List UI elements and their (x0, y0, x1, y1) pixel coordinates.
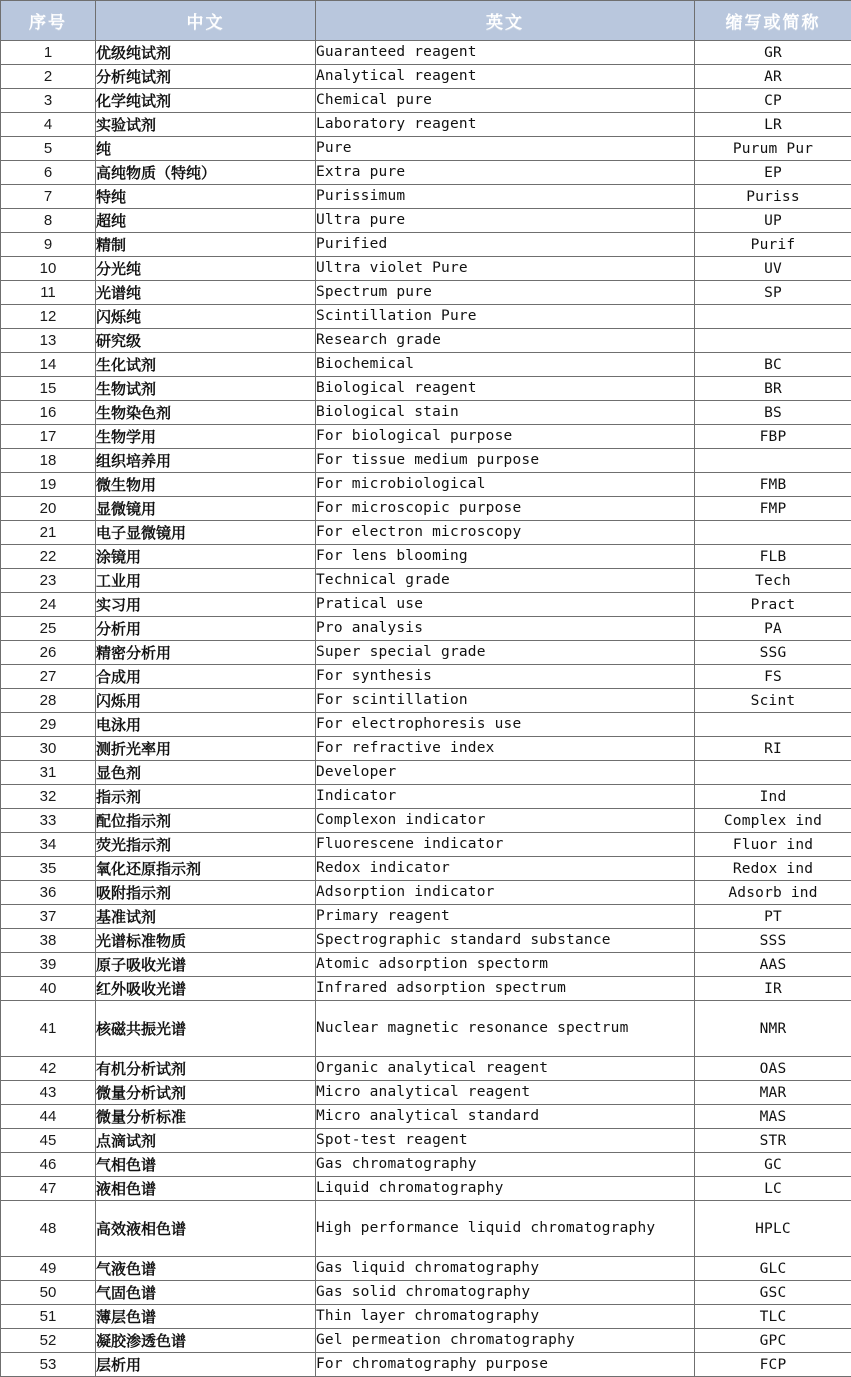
row-index-cell: 31 (1, 761, 96, 785)
row-index-cell: 38 (1, 929, 96, 953)
row-chinese-cell: 工业用 (96, 569, 316, 593)
table-row (1, 1129, 851, 1153)
row-english-cell: Technical grade (316, 569, 695, 593)
row-english-cell: Pro analysis (316, 617, 695, 641)
row-english-cell: Analytical reagent (316, 65, 695, 89)
row-abbreviation-cell: GR (695, 41, 851, 65)
table-row (1, 521, 851, 545)
table-row (1, 1257, 851, 1281)
row-abbreviation-cell: SP (695, 281, 851, 305)
row-english-cell: Spot-test reagent (316, 1129, 695, 1153)
row-chinese-cell: 有机分析试剂 (96, 1057, 316, 1081)
row-chinese-cell: 吸附指示剂 (96, 881, 316, 905)
row-english-cell: Primary reagent (316, 905, 695, 929)
row-english-cell: Research grade (316, 329, 695, 353)
row-index-cell: 10 (1, 257, 96, 281)
row-english-cell: Gel permeation chromatography (316, 1329, 695, 1353)
row-index-cell: 46 (1, 1153, 96, 1177)
row-index-cell: 32 (1, 785, 96, 809)
table-row (1, 161, 851, 185)
table-row (1, 305, 851, 329)
table-row (1, 665, 851, 689)
row-english-cell: For scintillation (316, 689, 695, 713)
row-abbreviation-cell: SSS (695, 929, 851, 953)
row-index-cell: 18 (1, 449, 96, 473)
row-abbreviation-cell: NMR (695, 1001, 851, 1057)
row-index-cell: 13 (1, 329, 96, 353)
table-row (1, 137, 851, 161)
row-index-cell: 51 (1, 1305, 96, 1329)
row-abbreviation-cell: Fluor ind (695, 833, 851, 857)
row-english-cell: Infrared adsorption spectrum (316, 977, 695, 1001)
table-row (1, 689, 851, 713)
table-row (1, 953, 851, 977)
row-chinese-cell: 研究级 (96, 329, 316, 353)
row-index-cell: 33 (1, 809, 96, 833)
row-chinese-cell: 分析用 (96, 617, 316, 641)
table-row (1, 89, 851, 113)
row-chinese-cell: 闪烁纯 (96, 305, 316, 329)
row-abbreviation-cell: Purum Pur (695, 137, 851, 161)
table-row (1, 473, 851, 497)
row-chinese-cell: 实验试剂 (96, 113, 316, 137)
row-chinese-cell: 纯 (96, 137, 316, 161)
row-index-cell: 6 (1, 161, 96, 185)
row-index-cell: 3 (1, 89, 96, 113)
table-row (1, 1057, 851, 1081)
row-index-cell: 28 (1, 689, 96, 713)
row-chinese-cell: 精制 (96, 233, 316, 257)
table-row (1, 545, 851, 569)
table-row (1, 449, 851, 473)
row-abbreviation-cell: FCP (695, 1353, 851, 1377)
row-abbreviation-cell: BS (695, 401, 851, 425)
row-chinese-cell: 气固色谱 (96, 1281, 316, 1305)
row-index-cell: 5 (1, 137, 96, 161)
table-header (1, 1, 851, 41)
row-index-cell: 1 (1, 41, 96, 65)
table-row (1, 1305, 851, 1329)
table-row (1, 1353, 851, 1377)
row-english-cell: Complexon indicator (316, 809, 695, 833)
row-chinese-cell: 显微镜用 (96, 497, 316, 521)
row-english-cell: Redox indicator (316, 857, 695, 881)
row-abbreviation-cell: AAS (695, 953, 851, 977)
table-row (1, 809, 851, 833)
row-chinese-cell: 精密分析用 (96, 641, 316, 665)
row-chinese-cell: 光谱标准物质 (96, 929, 316, 953)
row-english-cell: Scintillation Pure (316, 305, 695, 329)
row-abbreviation-cell: GLC (695, 1257, 851, 1281)
row-abbreviation-cell: PA (695, 617, 851, 641)
row-abbreviation-cell: Redox ind (695, 857, 851, 881)
column-header-index: 序号 (1, 1, 96, 41)
row-index-cell: 12 (1, 305, 96, 329)
table-row (1, 353, 851, 377)
table-row (1, 1081, 851, 1105)
row-index-cell: 24 (1, 593, 96, 617)
row-abbreviation-cell: FS (695, 665, 851, 689)
row-abbreviation-cell: PT (695, 905, 851, 929)
row-abbreviation-cell (695, 521, 851, 545)
row-abbreviation-cell: MAS (695, 1105, 851, 1129)
row-index-cell: 17 (1, 425, 96, 449)
row-english-cell: Indicator (316, 785, 695, 809)
row-english-cell: Pratical use (316, 593, 695, 617)
row-index-cell: 4 (1, 113, 96, 137)
row-english-cell: High performance liquid chromatography (316, 1201, 695, 1257)
row-abbreviation-cell: RI (695, 737, 851, 761)
row-english-cell: For lens blooming (316, 545, 695, 569)
table-row (1, 569, 851, 593)
row-chinese-cell: 合成用 (96, 665, 316, 689)
row-english-cell: Biological stain (316, 401, 695, 425)
row-index-cell: 19 (1, 473, 96, 497)
row-english-cell: Spectrum pure (316, 281, 695, 305)
row-english-cell: Spectrographic standard substance (316, 929, 695, 953)
row-abbreviation-cell (695, 713, 851, 737)
row-abbreviation-cell (695, 329, 851, 353)
row-chinese-cell: 生物染色剂 (96, 401, 316, 425)
row-english-cell: Thin layer chromatography (316, 1305, 695, 1329)
row-index-cell: 16 (1, 401, 96, 425)
table-row (1, 1177, 851, 1201)
table-row (1, 1153, 851, 1177)
row-abbreviation-cell: OAS (695, 1057, 851, 1081)
row-index-cell: 35 (1, 857, 96, 881)
row-english-cell: For refractive index (316, 737, 695, 761)
row-index-cell: 22 (1, 545, 96, 569)
row-english-cell: For electrophoresis use (316, 713, 695, 737)
row-chinese-cell: 涂镜用 (96, 545, 316, 569)
row-english-cell: Micro analytical reagent (316, 1081, 695, 1105)
row-chinese-cell: 微生物用 (96, 473, 316, 497)
header-row (1, 1, 851, 41)
row-chinese-cell: 红外吸收光谱 (96, 977, 316, 1001)
row-english-cell: Chemical pure (316, 89, 695, 113)
row-chinese-cell: 液相色谱 (96, 1177, 316, 1201)
table-row (1, 185, 851, 209)
row-index-cell: 53 (1, 1353, 96, 1377)
table-row (1, 41, 851, 65)
row-abbreviation-cell: MAR (695, 1081, 851, 1105)
row-index-cell: 40 (1, 977, 96, 1001)
table-row (1, 617, 851, 641)
row-chinese-cell: 光谱纯 (96, 281, 316, 305)
row-chinese-cell: 指示剂 (96, 785, 316, 809)
row-english-cell: Purissimum (316, 185, 695, 209)
row-abbreviation-cell: STR (695, 1129, 851, 1153)
row-index-cell: 25 (1, 617, 96, 641)
table-row (1, 641, 851, 665)
row-english-cell: Laboratory reagent (316, 113, 695, 137)
row-abbreviation-cell: HPLC (695, 1201, 851, 1257)
row-english-cell: Pure (316, 137, 695, 161)
row-chinese-cell: 生物试剂 (96, 377, 316, 401)
row-abbreviation-cell: Puriss (695, 185, 851, 209)
row-index-cell: 42 (1, 1057, 96, 1081)
row-index-cell: 14 (1, 353, 96, 377)
row-abbreviation-cell: Ind (695, 785, 851, 809)
row-chinese-cell: 微量分析标准 (96, 1105, 316, 1129)
row-abbreviation-cell: Adsorb ind (695, 881, 851, 905)
row-chinese-cell: 原子吸收光谱 (96, 953, 316, 977)
row-chinese-cell: 配位指示剂 (96, 809, 316, 833)
row-index-cell: 30 (1, 737, 96, 761)
row-chinese-cell: 基准试剂 (96, 905, 316, 929)
row-index-cell: 27 (1, 665, 96, 689)
row-abbreviation-cell: UV (695, 257, 851, 281)
row-abbreviation-cell: GC (695, 1153, 851, 1177)
row-chinese-cell: 生物学用 (96, 425, 316, 449)
row-abbreviation-cell: GPC (695, 1329, 851, 1353)
row-index-cell: 9 (1, 233, 96, 257)
table-row (1, 785, 851, 809)
row-abbreviation-cell: TLC (695, 1305, 851, 1329)
table-row (1, 977, 851, 1001)
row-chinese-cell: 荧光指示剂 (96, 833, 316, 857)
row-index-cell: 47 (1, 1177, 96, 1201)
row-chinese-cell: 生化试剂 (96, 353, 316, 377)
row-index-cell: 36 (1, 881, 96, 905)
row-chinese-cell: 点滴试剂 (96, 1129, 316, 1153)
row-index-cell: 39 (1, 953, 96, 977)
row-index-cell: 49 (1, 1257, 96, 1281)
row-index-cell: 43 (1, 1081, 96, 1105)
row-abbreviation-cell: FLB (695, 545, 851, 569)
row-english-cell: Nuclear magnetic resonance spectrum (316, 1001, 695, 1057)
table-row (1, 929, 851, 953)
table-row (1, 737, 851, 761)
row-english-cell: For microscopic purpose (316, 497, 695, 521)
row-abbreviation-cell: LC (695, 1177, 851, 1201)
row-chinese-cell: 化学纯试剂 (96, 89, 316, 113)
row-abbreviation-cell: Tech (695, 569, 851, 593)
column-header-abbreviation: 缩写或简称 (695, 1, 851, 41)
row-english-cell: Extra pure (316, 161, 695, 185)
row-index-cell: 29 (1, 713, 96, 737)
row-english-cell: Gas solid chromatography (316, 1281, 695, 1305)
row-english-cell: Gas chromatography (316, 1153, 695, 1177)
row-chinese-cell: 测折光率用 (96, 737, 316, 761)
row-abbreviation-cell: Scint (695, 689, 851, 713)
row-abbreviation-cell: CP (695, 89, 851, 113)
row-abbreviation-cell: FBP (695, 425, 851, 449)
row-abbreviation-cell: UP (695, 209, 851, 233)
row-chinese-cell: 组织培养用 (96, 449, 316, 473)
row-index-cell: 7 (1, 185, 96, 209)
row-abbreviation-cell: BC (695, 353, 851, 377)
row-chinese-cell: 凝胶渗透色谱 (96, 1329, 316, 1353)
row-chinese-cell: 高纯物质（特纯） (96, 161, 316, 185)
table-row (1, 905, 851, 929)
row-english-cell: For electron microscopy (316, 521, 695, 545)
row-index-cell: 34 (1, 833, 96, 857)
row-chinese-cell: 电泳用 (96, 713, 316, 737)
table-row (1, 377, 851, 401)
row-chinese-cell: 特纯 (96, 185, 316, 209)
row-chinese-cell: 氧化还原指示剂 (96, 857, 316, 881)
row-index-cell: 52 (1, 1329, 96, 1353)
table-row (1, 1001, 851, 1057)
row-abbreviation-cell: AR (695, 65, 851, 89)
row-abbreviation-cell: IR (695, 977, 851, 1001)
row-chinese-cell: 微量分析试剂 (96, 1081, 316, 1105)
table-row (1, 713, 851, 737)
row-index-cell: 50 (1, 1281, 96, 1305)
table-row (1, 881, 851, 905)
table-row (1, 593, 851, 617)
row-english-cell: Purified (316, 233, 695, 257)
row-english-cell: Micro analytical standard (316, 1105, 695, 1129)
row-chinese-cell: 实习用 (96, 593, 316, 617)
row-abbreviation-cell: EP (695, 161, 851, 185)
row-abbreviation-cell: Pract (695, 593, 851, 617)
row-english-cell: Developer (316, 761, 695, 785)
row-chinese-cell: 优级纯试剂 (96, 41, 316, 65)
row-index-cell: 48 (1, 1201, 96, 1257)
row-abbreviation-cell: Complex ind (695, 809, 851, 833)
row-chinese-cell: 分析纯试剂 (96, 65, 316, 89)
table-row (1, 209, 851, 233)
table-row (1, 65, 851, 89)
row-abbreviation-cell (695, 449, 851, 473)
row-english-cell: Fluorescene indicator (316, 833, 695, 857)
row-english-cell: Super special grade (316, 641, 695, 665)
row-index-cell: 20 (1, 497, 96, 521)
table-row (1, 1329, 851, 1353)
row-index-cell: 15 (1, 377, 96, 401)
row-english-cell: For chromatography purpose (316, 1353, 695, 1377)
row-english-cell: Biological reagent (316, 377, 695, 401)
row-abbreviation-cell (695, 305, 851, 329)
row-english-cell: Organic analytical reagent (316, 1057, 695, 1081)
row-index-cell: 21 (1, 521, 96, 545)
row-chinese-cell: 核磁共振光谱 (96, 1001, 316, 1057)
table-row (1, 233, 851, 257)
row-english-cell: Liquid chromatography (316, 1177, 695, 1201)
table-row (1, 833, 851, 857)
row-index-cell: 41 (1, 1001, 96, 1057)
row-chinese-cell: 高效液相色谱 (96, 1201, 316, 1257)
row-english-cell: Ultra violet Pure (316, 257, 695, 281)
row-english-cell: Biochemical (316, 353, 695, 377)
row-index-cell: 37 (1, 905, 96, 929)
row-english-cell: Ultra pure (316, 209, 695, 233)
column-header-english: 英文 (316, 1, 695, 41)
row-english-cell: For biological purpose (316, 425, 695, 449)
row-chinese-cell: 层析用 (96, 1353, 316, 1377)
table-row (1, 113, 851, 137)
row-index-cell: 11 (1, 281, 96, 305)
table-row (1, 425, 851, 449)
row-index-cell: 23 (1, 569, 96, 593)
column-header-chinese: 中文 (96, 1, 316, 41)
row-chinese-cell: 气液色谱 (96, 1257, 316, 1281)
row-english-cell: Atomic adsorption spectorm (316, 953, 695, 977)
row-english-cell: For microbiological (316, 473, 695, 497)
row-abbreviation-cell: SSG (695, 641, 851, 665)
row-english-cell: For synthesis (316, 665, 695, 689)
row-chinese-cell: 分光纯 (96, 257, 316, 281)
row-english-cell: Adsorption indicator (316, 881, 695, 905)
table-row (1, 329, 851, 353)
table-row (1, 497, 851, 521)
table-row (1, 857, 851, 881)
row-abbreviation-cell: FMP (695, 497, 851, 521)
table-row (1, 257, 851, 281)
row-abbreviation-cell (695, 761, 851, 785)
row-index-cell: 8 (1, 209, 96, 233)
row-index-cell: 44 (1, 1105, 96, 1129)
row-index-cell: 2 (1, 65, 96, 89)
row-abbreviation-cell: BR (695, 377, 851, 401)
row-english-cell: For tissue medium purpose (316, 449, 695, 473)
row-chinese-cell: 薄层色谱 (96, 1305, 316, 1329)
row-english-cell: Gas liquid chromatography (316, 1257, 695, 1281)
row-chinese-cell: 显色剂 (96, 761, 316, 785)
row-chinese-cell: 电子显微镜用 (96, 521, 316, 545)
row-abbreviation-cell: Purif (695, 233, 851, 257)
table-row (1, 401, 851, 425)
row-chinese-cell: 超纯 (96, 209, 316, 233)
row-index-cell: 26 (1, 641, 96, 665)
table-row (1, 761, 851, 785)
table-row (1, 1281, 851, 1305)
row-english-cell: Guaranteed reagent (316, 41, 695, 65)
row-chinese-cell: 闪烁用 (96, 689, 316, 713)
table-body (1, 41, 851, 1377)
row-abbreviation-cell: FMB (695, 473, 851, 497)
row-abbreviation-cell: LR (695, 113, 851, 137)
table-row (1, 1105, 851, 1129)
table-row (1, 281, 851, 305)
row-abbreviation-cell: GSC (695, 1281, 851, 1305)
row-chinese-cell: 气相色谱 (96, 1153, 316, 1177)
table-row (1, 1201, 851, 1257)
row-index-cell: 45 (1, 1129, 96, 1153)
